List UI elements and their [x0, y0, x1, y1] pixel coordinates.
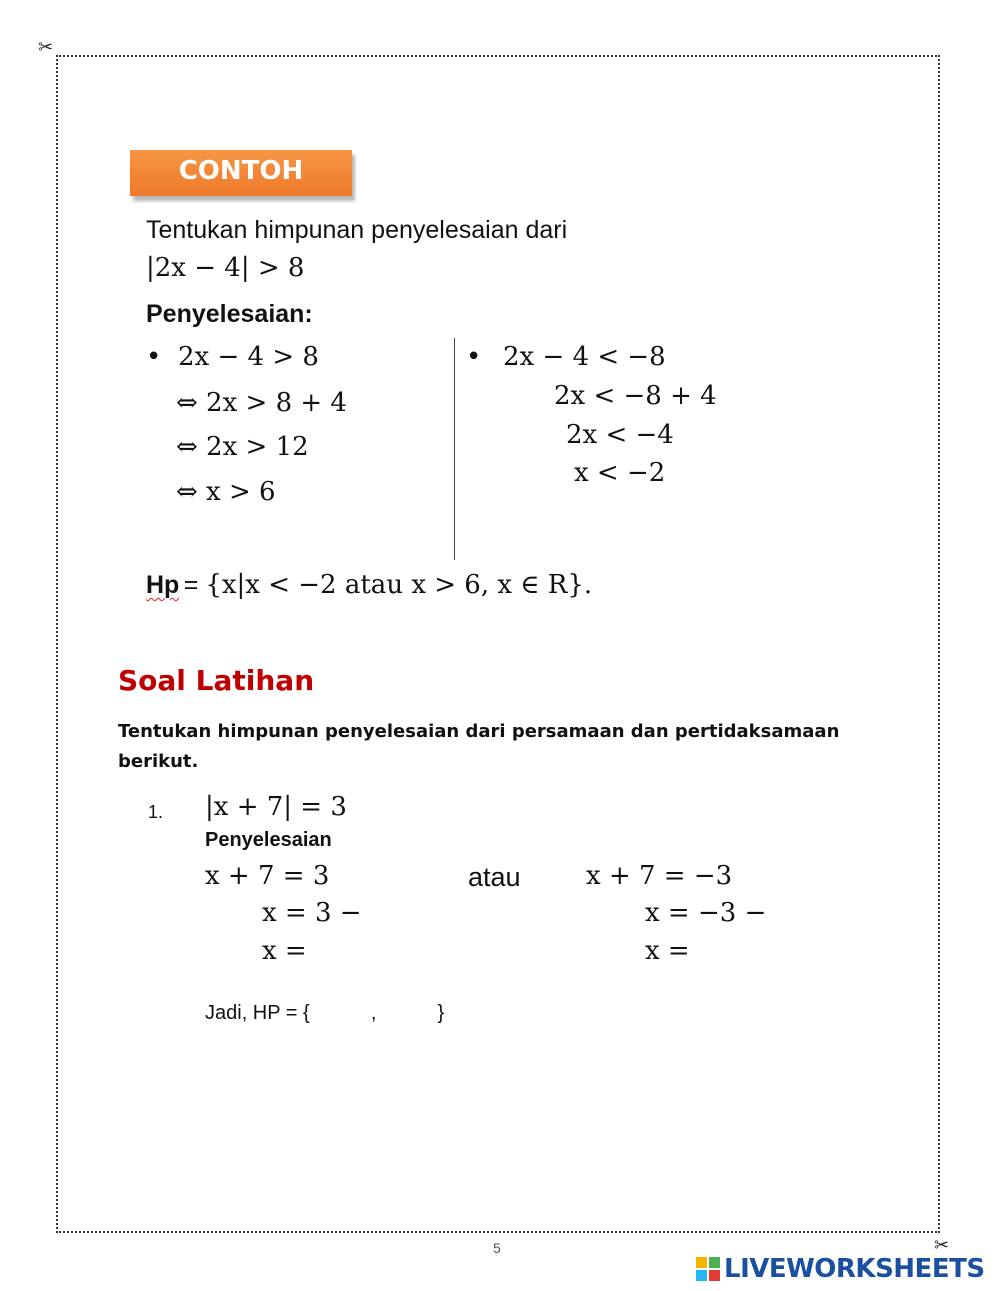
hp-line: Hp = {x|x < −2 atau x > 6, x ∈ R}. — [146, 570, 593, 600]
left-step-a: x = 3 − — [262, 898, 362, 928]
page-number: 5 — [493, 1240, 501, 1256]
logo-cube — [709, 1257, 720, 1268]
hp-label: Hp — [146, 571, 180, 599]
hp-value: {x|x < −2 atau x > 6, x ∈ R}. — [205, 570, 593, 600]
right-step-4: x < −2 — [574, 458, 666, 488]
column-divider — [454, 338, 455, 560]
right-step-2: 2x < −8 + 4 — [554, 381, 717, 411]
left-bullet: • — [146, 342, 162, 372]
contoh-solution-label: Penyelesaian: — [146, 300, 313, 328]
problem-equation: |x + 7| = 3 — [205, 792, 347, 822]
problem-number: 1. — [148, 802, 164, 822]
contoh-prompt: Tentukan himpunan penyelesaian dari — [146, 216, 568, 244]
left-equation: x + 7 = 3 — [205, 861, 330, 891]
left-step-b: x = — [262, 936, 307, 966]
contoh-banner-label: CONTOH — [178, 156, 304, 186]
logo-cubes-icon — [696, 1257, 720, 1281]
right-step-3: 2x < −4 — [566, 420, 674, 450]
contoh-prompt-equation: |2x − 4| > 8 — [146, 253, 305, 283]
left-step-3: ⇔ 2x > 12 — [176, 432, 309, 462]
logo-cube — [696, 1270, 707, 1281]
left-step-2: ⇔ 2x > 8 + 4 — [176, 388, 347, 418]
contoh-banner — [130, 150, 352, 196]
logo-text: LIVEWORKSHEETS — [724, 1254, 985, 1284]
atau-label: atau — [468, 862, 521, 892]
jadi-hp-line: Jadi, HP = { , } — [205, 1002, 445, 1024]
logo-cube — [696, 1257, 707, 1268]
latihan-instruction: Tentukan himpunan penyelesaian dari persamaan dan pertidaksamaan berikut. — [118, 721, 840, 772]
logo-cube — [709, 1270, 720, 1281]
left-step-1: 2x − 4 > 8 — [178, 342, 319, 372]
right-step-1: 2x − 4 < −8 — [503, 342, 666, 372]
scissors-icon: ✂ — [934, 1235, 950, 1255]
right-equation: x + 7 = −3 — [586, 861, 733, 891]
right-step-a: x = −3 − — [645, 898, 767, 928]
soal-latihan-title: Soal Latihan — [118, 664, 315, 697]
left-step-4: ⇔ x > 6 — [176, 477, 276, 507]
right-step-b: x = — [645, 936, 690, 966]
right-bullet: • — [466, 342, 482, 372]
scissors-icon: ✂ — [38, 37, 54, 57]
liveworksheets-logo — [696, 1254, 985, 1284]
latihan-solution-label: Penyelesaian — [205, 829, 332, 851]
